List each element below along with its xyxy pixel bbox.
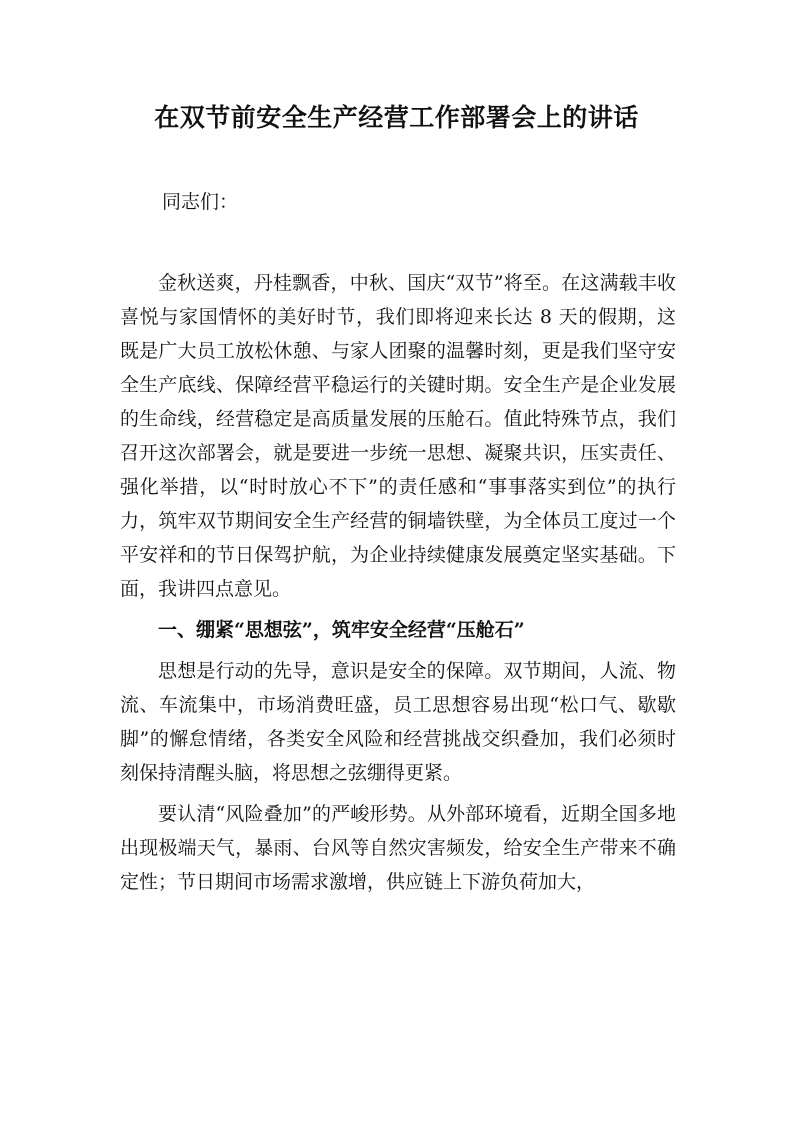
salutation: 同志们： bbox=[162, 191, 239, 213]
document-title: 在双节前安全生产经营工作部署会上的讲话 bbox=[154, 103, 639, 132]
section-heading-1: 一、绷紧“思想弦”，筑牢安全经营“压舱石” bbox=[158, 619, 525, 641]
section1-paragraph-1: 思想是行动的先导，意识是安全的保障。双节期间，人流、物流、车流集中，市场消费旺盛，员工思想容易出现“松口气、歇歇脚”的懈怠情绪，各类安全风险和经营挑战交织叠加，我们必须时刻保持清醒头脑，将思想之弦绷得更紧。 bbox=[120, 660, 676, 784]
section1-paragraph-2: 要认清“风险叠加”的严峻形势。从外部环境看，近期全国多地出现极端天气，暴雨、台风等自然灾害频发，给安全生产带来不确定性；节日期间市场需求激增，供应链上下游负荷加大， bbox=[120, 803, 676, 893]
document-body bbox=[120, 266, 676, 906]
intro-paragraph: 金秋送爽，丹桂飘香，中秋、国庆“双节”将至。在这满载丰收喜悦与家国情怀的美好时节，我们即将迎来长达 8 天的假期，这既是广大员工放松休憩、与家人团聚的温馨时刻，更是我们坚守安全生产底线、保障经营平稳运行的关键时期。安全生产是企业发展的生命线，经营稳定是高质量发展的压舱石。值此特殊节点，我们召开这次部署会，就是要进一步统一思想、凝聚共识，压实责任、强化举措，以“时时放心不下”的责任感和“事事落实到位”的执行力，筑牢双节期间安全生产经营的铜墙铁壁，为全体员工度过一个平安祥和的节日保驾护航，为企业持续健康发展奠定坚实基础。下面，我讲四点意见。 bbox=[120, 272, 676, 600]
